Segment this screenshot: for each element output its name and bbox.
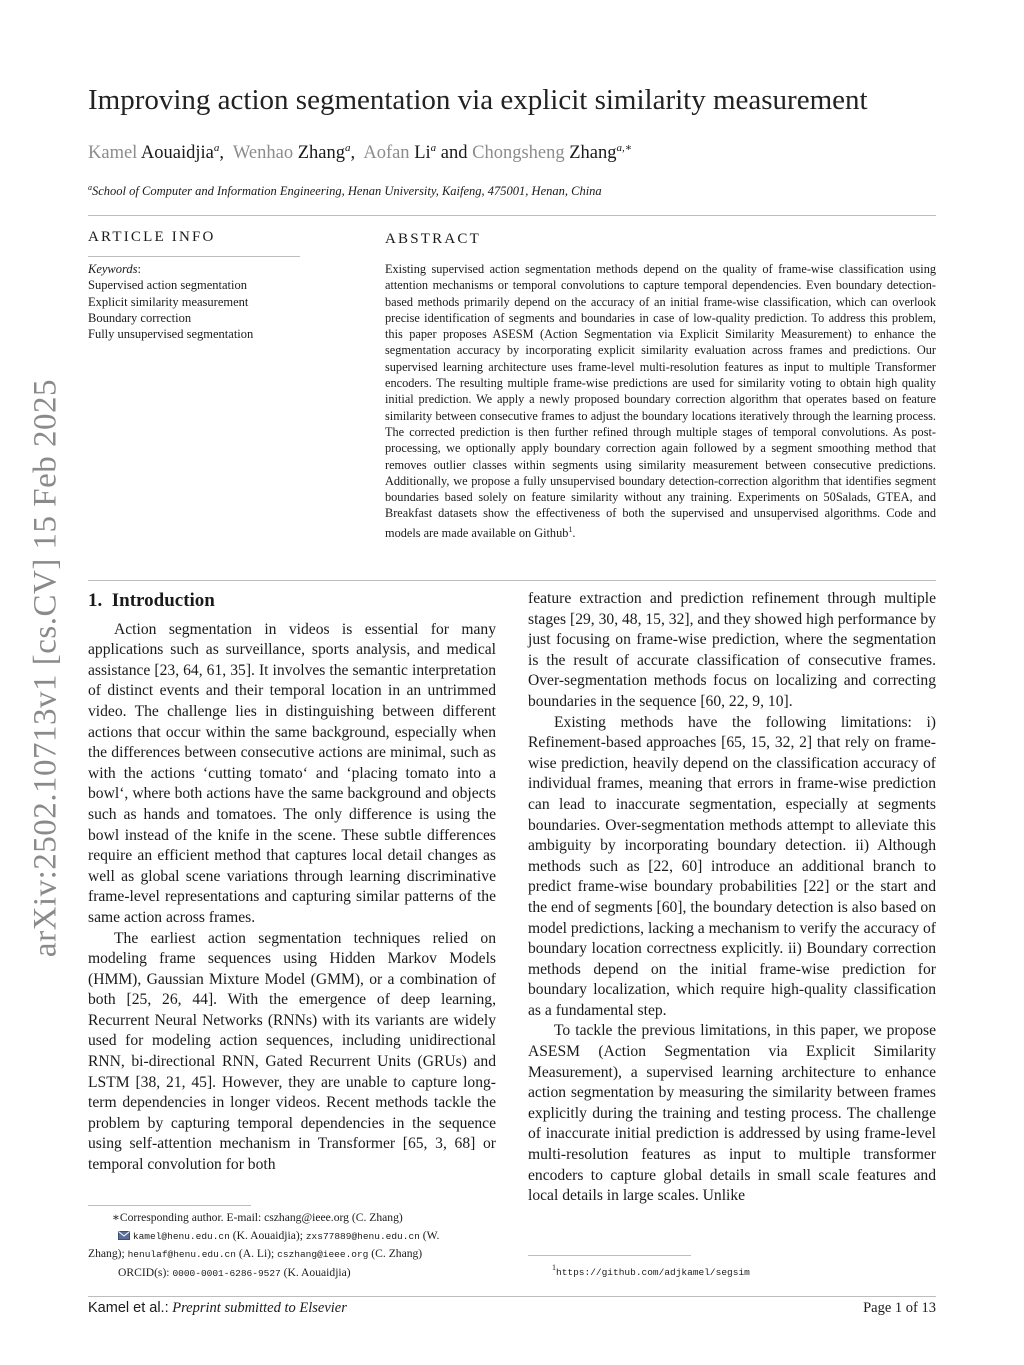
footnote-divider xyxy=(88,1205,251,1206)
abstract-divider xyxy=(88,580,936,581)
footnote-divider xyxy=(528,1255,691,1256)
article-info-heading: ARTICLE INFO xyxy=(88,229,216,245)
body-paragraph: Action segmentation in videos is essential for many applications such as surveillance, sports analysis, and medical assistance [23, 64, 61, 35]. It involves the semantic interpretation of distinct events and their temporal location in an untrimmed video. The challenge lies in distinguishing between different actions that occur within the same background, especially when the differences between consecutive actions are minimal, such as with the actions ‘cutting tomato‘ and ‘placing tomato into a bowl‘, where both actions have the same background and objects such as hands and tomatoes. The only difference is using the bowl instead of the knife in the scene. These subtle differences require an efficient method that captures local detail changes as well as global scene variations through learning discriminative frame-level representations and capturing similar patterns of the same action across frames. xyxy=(88,620,496,926)
paper-title: Improving action segmentation via explicit similarity measurement xyxy=(88,84,868,116)
author-list: Kamel Aouaidjia$^a$, Wenhao Zhang$^a$, Aofan Li$^a$ and Chongsheng Zhang$^{a,∗}$ xyxy=(88,142,633,164)
top-divider xyxy=(88,215,936,216)
body-paragraph: feature extraction and prediction refinement through multiple stages [29, 30, 48, 15, 32], and they showed high performance by just focusing on frame-wise prediction, where the segmentation is the result of accurate classification of consecutive frames. Over-segmentation methods focus on localizing and correcting boundaries in the sequence [60, 22, 9, 10]. xyxy=(528,590,936,710)
orcid-link[interactable]: 0000-0001-6286-9527 xyxy=(172,1267,281,1279)
keywords-label: Keywords xyxy=(88,262,138,276)
body-paragraph: To tackle the previous limitations, in this paper, we propose ASESM (Action Segmentation via Explicit Similarity Measurement), a supervised learning architecture to enhance action segmentation by measuring the similarity between frames explicitly during the training and testing process. The challenge of inaccurate initial prediction is addressed by using frame-level multi-resolution features as input to multiple transformer encoders to capture global details in small scale features and local details in large scales. Unlike xyxy=(528,1022,936,1205)
author-3: Aofan Li$^a$ xyxy=(363,142,437,164)
keyword-item: Supervised action segmentation xyxy=(88,278,247,293)
keyword-item: Explicit similarity measurement xyxy=(88,294,249,309)
left-column xyxy=(88,591,496,1176)
footer-divider xyxy=(88,1296,936,1297)
email-link[interactable]: cszhang@ieee.org xyxy=(277,1249,369,1260)
and-word: and xyxy=(440,143,468,164)
article-info-divider xyxy=(88,256,300,257)
keyword-item: Fully unsupervised segmentation xyxy=(88,327,254,342)
author-4: Chongsheng Zhang$^{a,∗}$ xyxy=(472,142,633,164)
orcid-label: ORCID(s): xyxy=(118,1265,170,1279)
arxiv-sidebar xyxy=(18,365,74,970)
abstract-heading: ABSTRACT xyxy=(385,231,481,247)
body-paragraph: Existing methods have the following limitations: i) Refinement-based approaches [65, 15, 32, 2] that rely on frame-wise prediction, heavily depend on the classification accuracy of individual frames, meaning that errors in frame-wise prediction can lead to inaccurate segmentation, especially at segments boundaries. Over-segmentation methods attempt to alleviate this ambiguity by incorporating boundary detection. ii) Although methods such as [22, 60] introduce an additional branch to predict frame-wise boundary probabilities [22] or the start and the end of segments [60], the boundary detection is also based on model predictions, lacking a mechanism to verify the accuracy of boundary location correctness explicitly. ii) Boundary correction methods depend on the initial frame-wise prediction for boundary localization, which require high-quality classification as a fundamental step. xyxy=(528,713,936,1019)
email-link[interactable]: henulaf@henu.edu.cn xyxy=(127,1249,236,1260)
keywords-block: Keywords: Supervised action segmentation Explicit similarity measurement Boundary correction Fully unsupervised segmentation xyxy=(88,261,300,342)
envelope-icon xyxy=(118,1231,130,1240)
footer-venue: Preprint submitted to Elsevier xyxy=(172,1300,347,1316)
page-footer xyxy=(88,1300,936,1317)
corresponding-footnote: ∗Corresponding author. E-mail: cszhang@ieee.org (C. Zhang) kamel@henu.edu.cn (K. Aouaidjia); zxs77889@henu.edu.cn (W. Zhang); henulaf@henu.edu.cn (A. Li); cszhang@ieee.org (C. Zhang) ORCID(s): 0000-0001-6286-9527 (K. Aouaidjia) xyxy=(88,1211,440,1279)
affiliation: $^a$School of Computer and Information Engineering, Henan University, Kaifeng, 475001, Henan, China xyxy=(88,183,602,199)
author-1: Kamel Aouaidjia$^a$ xyxy=(88,142,220,164)
github-footnote: $^1$https://github.com/adjkamel/segsim xyxy=(552,1263,750,1278)
section-heading: 1. Introduction xyxy=(88,590,215,611)
footer-authors: Kamel et al.: xyxy=(88,1300,169,1316)
author-2: Wenhao Zhang$^a$ xyxy=(232,142,351,164)
abstract-text: Existing supervised action segmentation methods depend on the quality of frame-wise classification using attention mechanisms or temporal convolutions to capture temporal dependencies. Even boundary detection-based methods primarily depend on the accuracy of an initial frame-wise classification, which can overlook precise identification of segments and boundaries in case of low-quality prediction. To address this problem, this paper proposes ASESM (Action Segmentation via Explicit Similarity Measurement) to enhance the segmentation accuracy by incorporating explicit similarity evaluation across frames and predictions. Our supervised learning architecture uses frame-level multi-resolution features as input to multiple Transformer encoders. The resulting multiple frame-wise predictions are used for similarity voting to obtain high quality initial prediction. We apply a newly proposed boundary correction algorithm that operates based on feature similarity between consecutive frames to adjust the boundary locations iteratively through the learning process. The corrected prediction is then further refined through multiple stages of temporal convolutions. As post-processing, we optionally apply boundary correction again followed by a segment smoothing method that removes outlier classes within segments using similarity measurement between consecutive predictions. Additionally, we propose a fully unsupervised boundary detection-correction algorithm that identifies segment boundaries based solely on feature similarity without any training. Experiments on 50Salads, GTEA, and Breakfast datasets show the effectiveness of both the supervised and unsupervised algorithms. Code and models are made available on Github$^1$. xyxy=(385,262,936,540)
email-link[interactable]: zxs77889@henu.edu.cn xyxy=(305,1230,420,1242)
page-number: Page 1 of 13 xyxy=(863,1300,936,1316)
github-link[interactable]: https://github.com/adjkamel/segsim xyxy=(556,1266,750,1278)
email-link[interactable]: kamel@henu.edu.cn xyxy=(132,1230,230,1242)
body-paragraph: The earliest action segmentation techniques relied on modeling frame sequences using Hidden Markov Models (HMM), Gaussian Mixture Model (GMM), or a combination of both [25, 26, 44]. With the emergence of deep learning, Recurrent Neural Networks (RNNs) with its variants are widely used for modeling action sequences, including unidirectional RNN, bi-directional RNN, Gated Recurrent Units (GRUs) and LSTM [38, 21, 45]. However, they are unable to capture long-term dependencies in longer videos. Recent methods tackle the problem by capturing temporal dependencies in the sequence using self-attention mechanism in Transformer [65, 3, 68] or temporal convolution for both xyxy=(88,929,496,1174)
right-column xyxy=(528,589,936,1207)
keyword-item: Boundary correction xyxy=(88,310,192,325)
arxiv-identifier: arXiv:2502.10713v1 [cs.CV] 15 Feb 2025 xyxy=(27,378,64,957)
